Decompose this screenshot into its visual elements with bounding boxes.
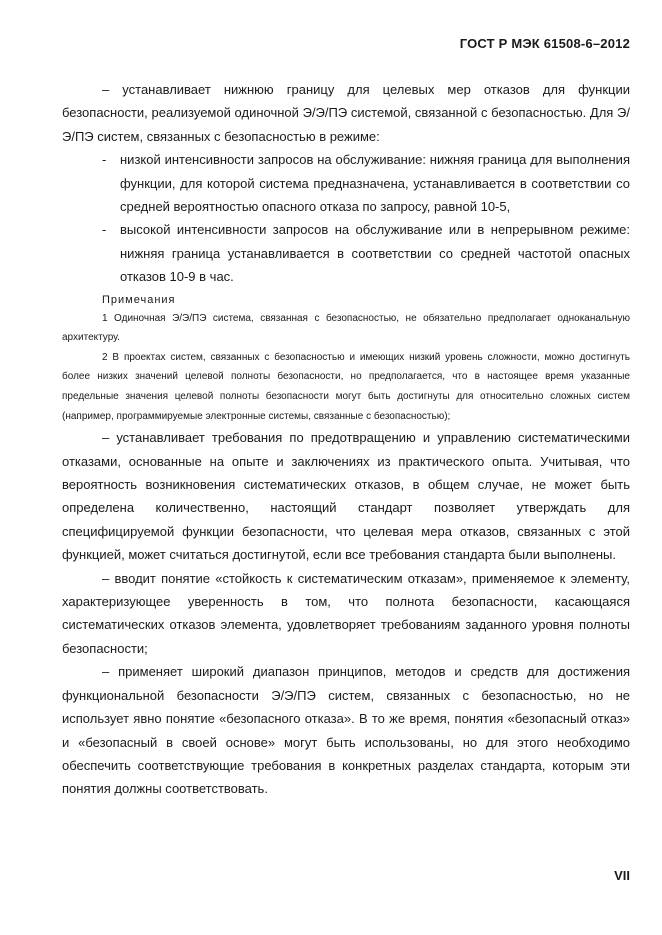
list-marker: - <box>102 152 107 168</box>
list-item-low-demand <box>62 148 630 218</box>
paragraph-systematic-capability: – вводит понятие «стойкость к систематическим отказам», применяемое к элементу, характеризующее уверенность в том, что полнота безопасности, касающаяся систематических отказов элемента, удовлетворяет требованиям заданного уровня полноты безопасности; <box>62 570 630 656</box>
note-1: 1 Одиночная Э/Э/ПЭ система, связанная с безопасностью, не обязательно предполагает одноканальную архитектуру. <box>62 312 630 344</box>
paragraph-safe-failure: – применяет широкий диапазон принципов, методов и средств для достижения функциональной безопасности Э/Э/ПЭ систем, связанных с безопасностью, но не использует явно понятие «безопасного отказа». В то же время, понятия «безопасный отказ» и «безопасный в своей основе» могут быть использованы, но для этого необходимо обеспечить соответствующие требования в конкретных разделах стандарта, которым эти понятия должны соответствовать. <box>62 664 630 797</box>
document-header: ГОСТ Р МЭК 61508-6–2012 <box>459 36 630 51</box>
list-item-high-demand <box>62 218 630 288</box>
list-marker: - <box>102 222 107 238</box>
page-number: VII <box>614 868 630 883</box>
list-item-text: низкой интенсивности запросов на обслуживание: нижняя граница для выполнения функции, для которой система предназначена, устанавливается в соответствии со средней вероятностью опасного отказа по запросу, равной 10-5, <box>120 152 630 215</box>
page-body <box>62 78 630 801</box>
notes-heading: Примечания <box>102 293 176 306</box>
paragraph-lower-limit: – устанавливает нижнюю границу для целевых мер отказов для функции безопасности, реализуемой одиночной Э/Э/ПЭ системой, связанной с безопасностью. Для Э/Э/ПЭ систем, связанных с безопасностью в режиме: <box>62 82 630 144</box>
list-item-text: высокой интенсивности запросов на обслуживание или в непрерывном режиме: нижняя граница устанавливается в соответствии со средней частотой опасных отказов 10-9 в час. <box>120 222 630 285</box>
note-2: 2 В проектах систем, связанных с безопасностью и имеющих низкий уровень сложности, можно достигнуть более низких значений целевой полноты безопасности, но предполагается, что в настоящее время указанные предельные значения целевой полноты безопасности могут быть достигнуты для относительно сложных систем (например, программируемые электронные системы, связанные с безопасностью); <box>62 351 630 422</box>
paragraph-systematic-failures: – устанавливает требования по предотвращению и управлению систематическими отказами, основанные на опыте и заключениях из практического опыта. Учитывая, что вероятность возникновения систематических отказов, в общем случае, не может быть определена количественно, настоящий стандарт позволяет утверждать для специфицируемой функции безопасности, что целевая мера отказов, связанных с этой функцией, может считаться достигнутой, если все требования стандарта были выполнены. <box>62 430 630 563</box>
